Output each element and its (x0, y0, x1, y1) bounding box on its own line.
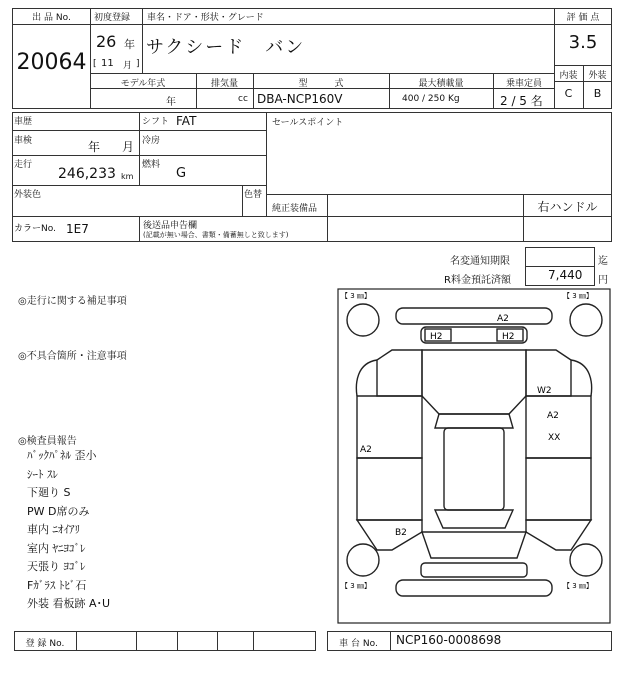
first-reg-label: 初度登録 (94, 13, 131, 23)
tire-tread-br: 【 3 ㎜】 (563, 582, 593, 590)
lot-number: 20064 (16, 50, 87, 75)
aircon-label: 冷房 (142, 136, 161, 146)
inspector-line: 天張り ﾖｺﾞﾚ (27, 560, 86, 573)
tire-tread-tr: 【 3 ㎜】 (563, 292, 593, 300)
inspector-line: 室内 ﾔﾆﾖｺﾞﾚ (27, 541, 86, 555)
fuel-value: G (176, 166, 187, 181)
chassis-no-label: 車 台 No. (339, 639, 378, 649)
first-reg-month-unit: 月 (123, 61, 133, 71)
inspector-line: 車内 ﾆｵｲｱﾘ (27, 523, 80, 536)
history-label: 車歴 (14, 117, 33, 127)
rear-window (435, 510, 513, 528)
mileage-value: 246,233 (58, 166, 116, 182)
rear-left-quarter (357, 520, 422, 550)
fuel-label: 燃料 (142, 160, 161, 170)
exterior-label: 外装 (588, 71, 607, 81)
mark-b2: B2 (395, 528, 407, 538)
tire-front-left (347, 304, 379, 336)
chassis-no-value: NCP160-0008698 (396, 633, 502, 647)
mark-w2: W2 (537, 386, 552, 396)
car-name: サクシード バン (146, 37, 306, 58)
capacity-label: 乗車定員 (505, 79, 542, 89)
tire-rear-right (570, 544, 602, 576)
score-value: 3.5 (568, 32, 598, 53)
inspector-label: ◎検査員報告 (18, 436, 77, 447)
mark-a2-bumper: A2 (497, 314, 509, 324)
mileage-unit: km (121, 172, 134, 181)
type-label: 型 式 (298, 79, 344, 89)
rear-gate (422, 532, 526, 558)
right-front-pillar (571, 360, 592, 396)
recycle-unit: 円 (598, 275, 608, 286)
color-no-label: カラーNo. (14, 224, 56, 234)
hood (422, 350, 526, 414)
inspector-line: Fｶﾞﾗｽ ﾄﾋﾞ石 (27, 578, 87, 592)
rear-bumper (396, 580, 552, 596)
max-load-value: 400 / 250 Kg (402, 94, 460, 104)
displacement-unit: cc (238, 94, 248, 104)
inspector-line: ｼｰﾄ ｽﾚ (27, 467, 58, 481)
windshield (435, 414, 513, 428)
inspector-line: 外装 看板跡 A･U (27, 597, 111, 610)
inspector-report-list (27, 447, 110, 614)
recycle-value: 7,440 (548, 268, 583, 282)
right-rear-door (526, 458, 591, 520)
inspector-line: 下廻り S (27, 486, 71, 499)
recycle-label: R料金預託済額 (444, 275, 511, 286)
name-change-box (525, 247, 595, 267)
mark-a2-left: A2 (360, 445, 372, 455)
score-label: 評 価 点 (566, 13, 600, 23)
tire-tread-tl: 【 3 ㎜】 (341, 292, 371, 300)
interior-grade: C (564, 87, 573, 100)
genuine-label: 純正装備品 (272, 204, 318, 214)
handle-value: 右ハンドル (537, 200, 598, 214)
shift-value: FAT (176, 114, 197, 128)
left-rear-door (357, 458, 422, 520)
left-front-pillar (356, 360, 377, 396)
interior-label: 内装 (559, 71, 578, 81)
lot-label: 出 品 No. (32, 13, 71, 23)
first-reg-year: 26 (96, 32, 117, 51)
front-bumper (396, 308, 552, 324)
inspector-line: ﾊﾞｯｸﾊﾟﾈﾙ 歪小 (27, 449, 97, 462)
displacement-label: 排気量 (210, 79, 238, 89)
ext-color-box (12, 185, 267, 217)
capacity-value: 2 / 5 名 (500, 94, 543, 108)
shift-label: シフト (142, 117, 170, 127)
reg-no-label: 登 録 No. (25, 639, 65, 649)
report-note: (記載が無い場合、書類・備蓄無しと致します) (143, 231, 289, 239)
mark-a2-side: A2 (547, 411, 559, 421)
inspection-year-unit: 年 (88, 140, 101, 154)
tire-rear-left (347, 544, 379, 576)
mileage-label: 走行 (14, 160, 33, 170)
driving-notes-label: ◎走行に関する補足事項 (18, 296, 127, 307)
defects-label: ◎不具合箇所・注意事項 (18, 351, 127, 362)
car-name-label: 車名・ドア・形状・グレード (147, 13, 264, 23)
color-no-value: 1E7 (66, 222, 89, 236)
tire-front-right (570, 304, 602, 336)
right-front-door (526, 396, 591, 458)
model-year-unit: 年 (166, 97, 176, 108)
name-change-label: 名変通知期限 (450, 256, 510, 267)
mark-h2-right: H2 (502, 332, 515, 342)
diagram-frame (338, 289, 610, 623)
mark-xx: XX (548, 433, 561, 443)
mark-h2-left: H2 (430, 332, 443, 342)
max-load-label: 最大積載量 (418, 79, 464, 89)
inspection-month-unit: 月 (122, 140, 135, 154)
name-change-unit: 迄 (598, 256, 608, 267)
color-no-box (12, 216, 612, 242)
rear-right-quarter (526, 520, 591, 550)
model-year-label: モデル年式 (120, 79, 166, 89)
ext-color-label: 外装色 (14, 190, 42, 200)
repaint-label: 色替 (244, 190, 263, 200)
rear-garnish (421, 563, 527, 577)
roof (444, 428, 504, 510)
tire-tread-bl: 【 3 ㎜】 (341, 582, 371, 590)
hood-left-fender (377, 350, 422, 396)
sales-point-label: セールスポイント (272, 118, 344, 128)
exterior-grade: B (593, 87, 602, 100)
inspector-line: PW D席のみ (27, 504, 90, 518)
first-reg-year-unit: 年 (124, 38, 135, 51)
first-reg-month: 11 (101, 58, 114, 69)
inspection-label: 車検 (14, 136, 33, 146)
type-value: DBA-NCP160V (257, 92, 343, 106)
report-label: 後送品申告欄 (143, 221, 198, 231)
car-damage-diagram (337, 288, 611, 624)
